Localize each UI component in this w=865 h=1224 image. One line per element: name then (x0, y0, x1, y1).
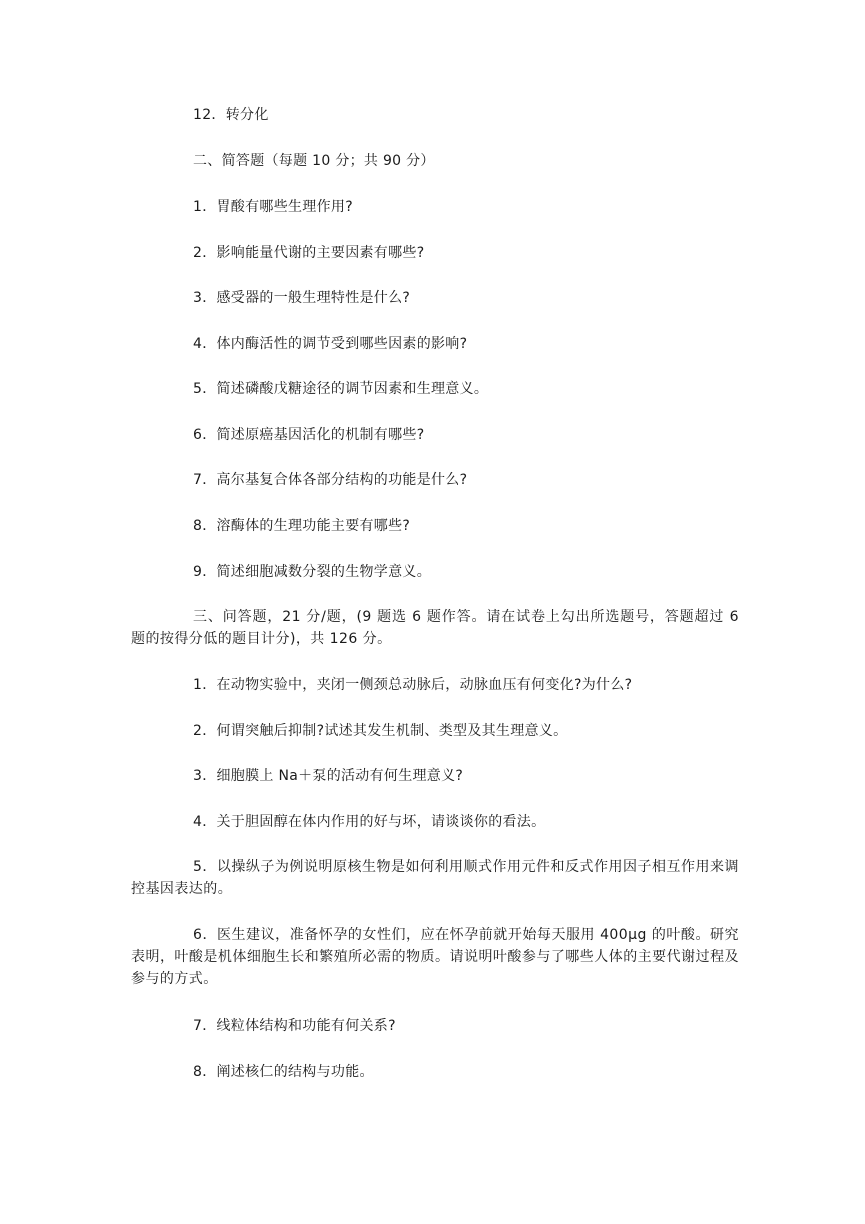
short-answer-question-1: 1．胃酸有哪些生理作用? (193, 199, 353, 215)
section-heading-essay: 三、问答题，21 分/题，(9 题选 6 题作答。请在试卷上勾出所选题号，答题超过 6 题的按得分低的题目计分)，共 126 分。 (131, 609, 739, 647)
short-answer-question-9: 9．简述细胞减数分裂的生物学意义。 (193, 564, 432, 580)
essay-question-8: 8．阐述核仁的结构与功能。 (193, 1064, 374, 1080)
essay-question-3: 3．细胞膜上 Na＋泵的活动有何生理意义? (193, 768, 464, 784)
short-answer-question-3: 3．感受器的一般生理特性是什么? (193, 290, 411, 306)
short-answer-question-8: 8．溶酶体的生理功能主要有哪些? (193, 518, 411, 534)
short-answer-question-4: 4．体内酶活性的调节受到哪些因素的影响? (193, 336, 468, 352)
section-heading-short-answer: 二、简答题（每题 10 分；共 90 分） (193, 153, 435, 169)
short-answer-question-2: 2．影响能量代谢的主要因素有哪些? (193, 245, 425, 261)
short-answer-question-5: 5．简述磷酸戊糖途径的调节因素和生理意义。 (193, 381, 489, 397)
essay-question-5: 5．以操纵子为例说明原核生物是如何利用顺式作用元件和反式作用因子相互作用来调控基因表达的。 (131, 859, 739, 897)
short-answer-question-6: 6．简述原癌基因活化的机制有哪些? (193, 427, 425, 443)
term-item-12: 12．转分化 (193, 107, 269, 123)
essay-question-6: 6．医生建议，准备怀孕的女性们，应在怀孕前就开始每天服用 400μg 的叶酸。研究表明，叶酸是机体细胞生长和繁殖所必需的物质。请说明叶酸参与了哪些人体的主要代谢过程及参与的方式。 (131, 927, 739, 987)
essay-question-1: 1．在动物实验中，夹闭一侧颈总动脉后，动脉血压有何变化?为什么? (193, 677, 633, 693)
essay-question-4: 4．关于胆固醇在体内作用的好与坏，请谈谈你的看法。 (193, 814, 546, 830)
essay-question-2: 2．何谓突触后抑制?试述其发生机制、类型及其生理意义。 (193, 723, 568, 739)
short-answer-question-7: 7．高尔基复合体各部分结构的功能是什么? (193, 472, 468, 488)
essay-question-7: 7．线粒体结构和功能有何关系? (193, 1018, 396, 1034)
